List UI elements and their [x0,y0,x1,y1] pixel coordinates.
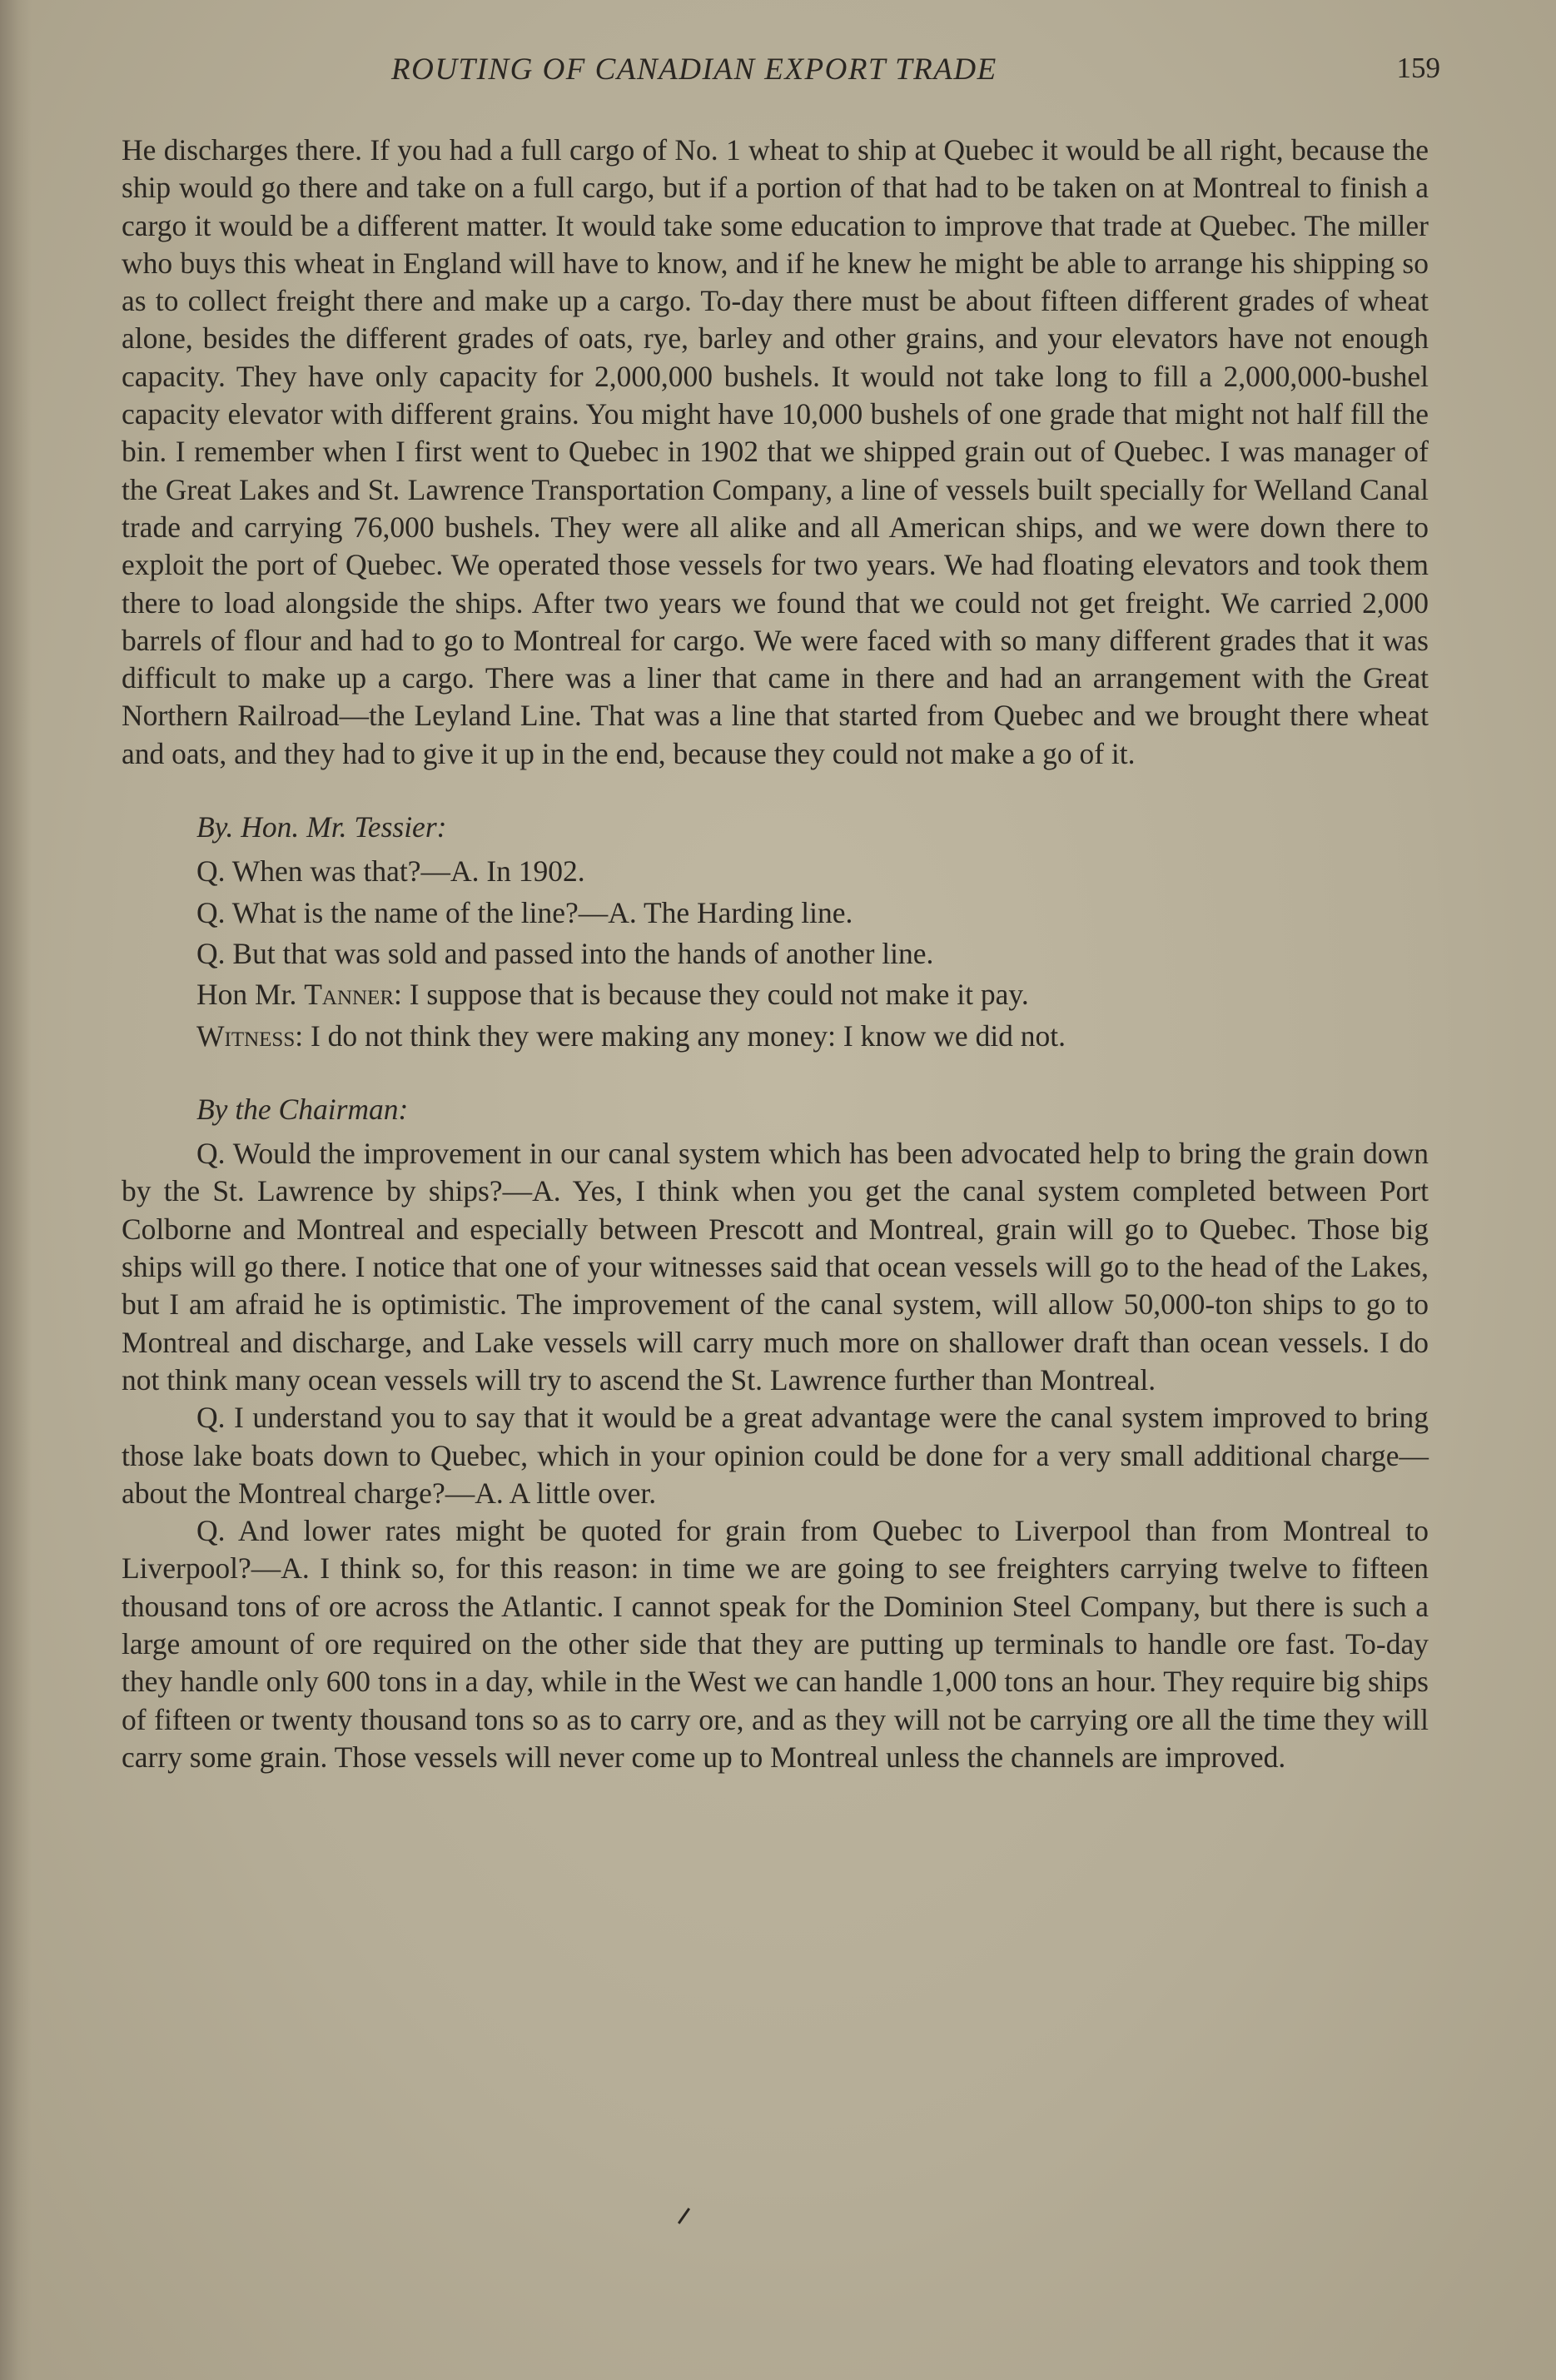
tanner-statement: : I suppose that is because they could not make it pay. [394,978,1029,1012]
page-header [391,52,1440,102]
page-number: 159 [1396,52,1440,84]
book-spine-shadow [0,0,32,2380]
body-text [122,132,1429,1776]
question-answer-2: Q. What is the name of the line?—A. The Harding line. [196,895,853,929]
speaker-name-tanner: Tanner [304,978,394,1012]
tanner-prefix: Hon Mr. [196,978,297,1012]
speaker-name-witness: Witness [196,1018,296,1053]
statement-tanner [122,976,1429,1013]
question-answer-5: Q. I understand you to say that it would be a great advantage were the canal system improved to bring those lake boats down to Quebec, which in your opinion could be done for a very small additional charge—about the Montreal charge?—A. A little over. [122,1401,1429,1510]
question-answer-1: Q. When was that?—A. In 1902. [196,854,585,889]
stray-pencil-mark [678,2208,690,2224]
question-answer-4: Q. Would the improvement in our canal system which has been advocated help to bring the grain down by the St. Lawrence by ships?—A. Yes, I think when you get the canal system completed between Port Colborne and Montreal and especially between Prescott and Montreal, grain will go to Quebec. Those big ships will go there. I notice that one of your witnesses said that ocean vessels will go to the head of the Lakes, but I am afraid he is optimistic. The improvement of the canal system, will allow 50,000-ton ships to go to Montreal and discharge, and Lake vessels will carry much more on shallower draft than ocean vessels. I do not think many ocean vessels will try to ascend the St. Lawrence further than Montreal. [122,1137,1429,1397]
paragraph-continued: He discharges there. If you had a full cargo of No. 1 wheat to ship at Quebec it would be all right, because the ship would go there and take on a full cargo, but if a portion of that had to be taken on at Montreal to finish a cargo it would be a different matter. It would take some education to improve that trade at Quebec. The miller who buys this wheat in England will have to know, and if he knew he might be able to arrange his shipping so as to collect freight there and make up a cargo. To-day there must be about fifteen different grades of wheat alone, besides the different grades of oats, rye, barley and other grains, and your elevators have not enough capacity. They have only capacity for 2,000,000 bushels. It would not take long to fill a 2,000,000-bushel capacity elevator with different grains. You might have 10,000 bushels of one grade that might not half fill the bin. I remember when I first went to Quebec in 1902 that we shipped grain out of Quebec. I was manager of the Great Lakes and St. Lawrence Transportation Company, a line of vessels built specially for Welland Canal trade and carrying 76,000 bushels. They were all alike and all American ships, and we were down there to exploit the port of Quebec. We operated those vessels for two years. We had floating elevators and took them there to load alongside the ships. After two years we found that we could not get freight. We carried 2,000 barrels of flour and had to go to Montreal for cargo. We were faced with so many different grades that it was difficult to make up a cargo. There was a liner that came in there and had an arrangement with the Great Northern Railroad—the Leyland Line. That was a line that started from Quebec and we brought there wheat and oats, and they had to give it up in the end, because they could not make a go of it. [122,133,1429,770]
witness-statement: : I do not think they were making any money: I know we did not. [295,1018,1066,1053]
speaker-heading-chairman: By the Chairman: [196,1092,409,1126]
question-answer-6: Q. And lower rates might be quoted for grain from Quebec to Liverpool than from Montreal to Liverpool?—A. I think so, for this reason: in time we are going to see freighters carrying twelve to fifteen thousand tons of ore across the Atlantic. I cannot speak for the Dominion Steel Company, but there is such a large amount of ore required on the other side that they are putting up terminals to handle ore fast. To-day they handle only 600 tons in a day, while in the West we can handle 1,000 tons an hour. They require big ships of fifteen or twenty thousand tons so as to carry ore, and as they will not be carrying ore all the time they will carry some grain. Those vessels will never come up to Montreal unless the channels are improved. [122,1514,1429,1774]
running-title: ROUTING OF CANADIAN EXPORT TRADE [391,52,997,87]
speaker-heading-tessier: By. Hon. Mr. Tessier: [196,810,447,844]
question-3: Q. But that was sold and passed into the hands of another line. [196,936,934,970]
statement-witness [122,1018,1429,1055]
